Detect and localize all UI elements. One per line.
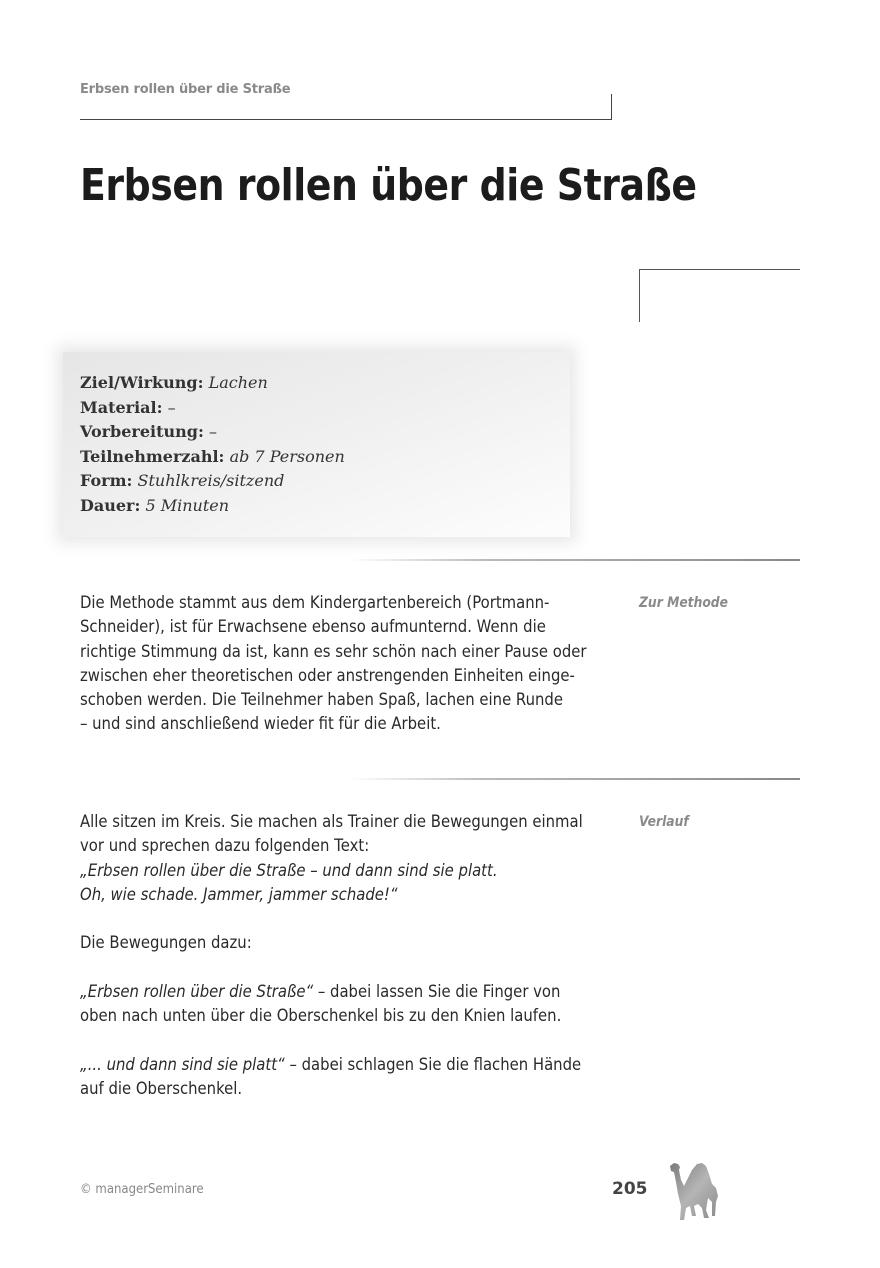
paragraph-gap <box>80 907 620 931</box>
page-number: 205 <box>612 1179 648 1199</box>
body-line: oben nach unten über die Oberschenkel bis zu den Knien laufen. <box>80 1006 562 1026</box>
info-value: ab 7 Personen <box>229 446 345 466</box>
body-line: – und sind anschließend wieder fit für die Arbeit. <box>80 714 441 734</box>
info-key: Form: <box>80 471 133 490</box>
info-value: – <box>208 422 217 441</box>
section-zur-methode <box>80 591 620 737</box>
body-line: vor und sprechen dazu folgenden Text: <box>80 836 370 856</box>
page-title: Erbsen rollen über die Straße <box>80 160 697 211</box>
info-key: Teilnehmerzahl: <box>80 446 225 466</box>
quote-line <box>80 859 620 883</box>
body-line: Alle sitzen im Kreis. Sie machen als Trainer die Bewegungen einmal <box>80 812 583 831</box>
info-key: Dauer: <box>80 495 141 515</box>
quote-text: „Erbsen rollen über die Straße – und dann sind sie platt. <box>80 860 498 880</box>
header-rule <box>80 119 612 120</box>
info-item-form <box>80 469 345 494</box>
section-divider-2 <box>350 778 800 780</box>
paragraph-gap <box>80 1029 620 1053</box>
footer-copyright: © managerSeminare <box>80 1182 204 1197</box>
movement-1-quote: „Erbsen rollen über die Straße“ <box>80 982 314 1002</box>
info-value: 5 Minuten <box>145 495 230 515</box>
info-value: – <box>167 397 176 417</box>
info-item-ziel <box>80 371 345 396</box>
movements-heading: Die Bewegungen dazu: <box>80 933 252 953</box>
body-line: schoben werden. Die Teilnehmer haben Spaß, lachen eine Runde <box>80 690 563 710</box>
running-header: Erbsen rollen über die Straße <box>80 82 291 97</box>
info-value: Stuhlkreis/sitzend <box>137 471 285 490</box>
corner-mark-horizontal <box>639 269 800 270</box>
body-line: Schneider), ist für Erwachsene ebenso aufmunternd. Wenn die <box>80 617 546 637</box>
info-value: Lachen <box>208 373 268 392</box>
movement-2-text: – dabei schlagen Sie die flachen Hände <box>284 1054 582 1074</box>
movement-2-quote: „... und dann sind sie platt“ <box>80 1054 285 1074</box>
side-label-zur-methode: Zur Methode <box>639 595 728 611</box>
section-verlauf <box>80 810 620 1102</box>
section-divider-1 <box>350 559 800 561</box>
info-box <box>80 371 345 518</box>
movement-1-line <box>80 980 620 1004</box>
body-line: richtige Stimmung da ist, kann es sehr schön nach einer Pause oder <box>80 641 587 661</box>
paragraph-gap <box>80 956 620 980</box>
body-line: zwischen eher theoretischen oder anstrengenden Einheiten einge- <box>80 665 575 685</box>
info-item-material <box>80 396 345 421</box>
info-item-vorbereitung <box>80 420 345 445</box>
camel-icon <box>664 1158 724 1222</box>
info-key: Ziel/Wirkung: <box>80 373 204 392</box>
info-key: Material: <box>80 397 163 417</box>
movement-1-text: – dabei lassen Sie die Finger von <box>313 982 561 1002</box>
header-rule-tick <box>611 94 612 120</box>
info-item-teilnehmerzahl <box>80 445 345 470</box>
info-key: Vorbereitung: <box>80 422 204 441</box>
body-line: Die Methode stammt aus dem Kindergartenbereich (Portmann- <box>80 593 550 612</box>
movement-2-line <box>80 1053 620 1077</box>
info-item-dauer <box>80 494 345 519</box>
corner-mark-vertical <box>639 269 640 322</box>
quote-text: Oh, wie schade. Jammer, jammer schade!“ <box>80 884 398 904</box>
quote-line <box>80 883 620 907</box>
side-label-verlauf: Verlauf <box>639 814 689 830</box>
body-line: auf die Oberschenkel. <box>80 1079 243 1099</box>
